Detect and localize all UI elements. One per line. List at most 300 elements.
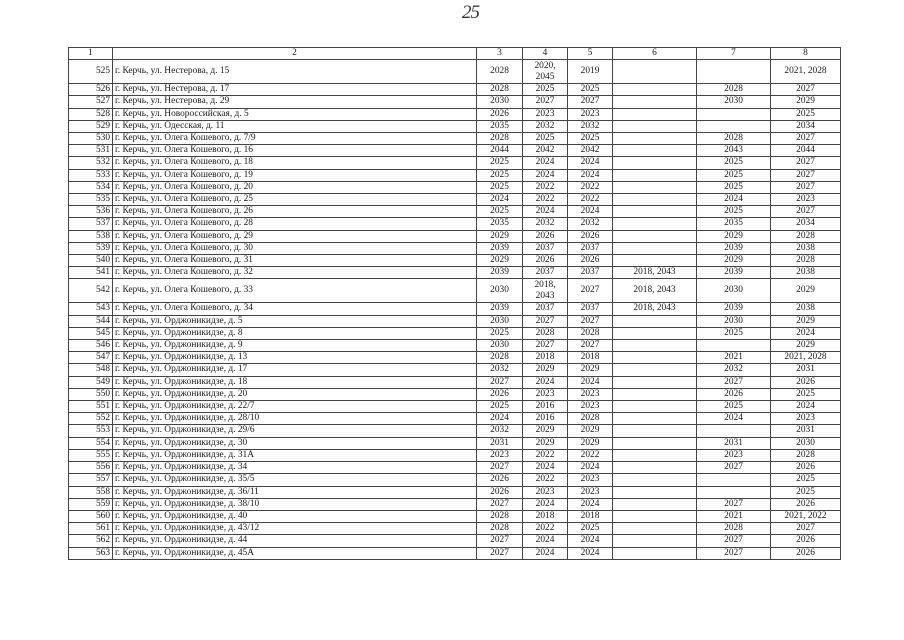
column-5-cell: 2018 [568,510,613,522]
column-8-cell: 2024 [771,327,841,339]
column-3-cell: 2032 [477,364,523,376]
column-7-cell: 2025 [697,327,771,339]
column-3-cell: 2025 [477,327,523,339]
row-number-cell: 528 [69,108,113,120]
column-5-cell: 2027 [568,340,613,352]
column-6-cell [613,340,697,352]
column-8-cell: 2021, 2028 [771,352,841,364]
table-row [69,535,841,547]
row-number-cell: 558 [69,486,113,498]
address-cell: г. Керчь, ул. Орджоникидзе, д. 29/6 [113,425,477,437]
address-cell: г. Керчь, ул. Орджоникидзе, д. 20 [113,388,477,400]
row-number-cell: 525 [69,60,113,84]
column-3-cell: 2024 [477,194,523,206]
column-5-cell: 2023 [568,108,613,120]
column-5-cell: 2025 [568,523,613,535]
column-6-cell [613,498,697,510]
address-cell: г. Керчь, ул. Орджоникидзе, д. 5 [113,315,477,327]
column-8-cell: 2023 [771,413,841,425]
column-3-cell: 2023 [477,449,523,461]
column-3-cell: 2030 [477,315,523,327]
column-3-cell: 2027 [477,547,523,559]
column-4-cell: 2025 [523,84,568,96]
row-number-cell: 548 [69,364,113,376]
column-7-cell: 2028 [697,133,771,145]
row-number-cell: 553 [69,425,113,437]
column-6-cell [613,169,697,181]
column-6-cell [613,425,697,437]
column-7-cell: 2030 [697,315,771,327]
row-number-cell: 538 [69,230,113,242]
column-8-cell: 2031 [771,425,841,437]
column-6-cell [613,510,697,522]
column-3-cell: 2028 [477,133,523,145]
address-cell: г. Керчь, ул. Орджоникидзе, д. 36/11 [113,486,477,498]
row-number-cell: 541 [69,267,113,279]
column-8-cell: 2038 [771,303,841,315]
column-7-cell: 2025 [697,401,771,413]
address-cell: г. Керчь, ул. Орджоникидзе, д. 40 [113,510,477,522]
column-7-cell: 2021 [697,510,771,522]
column-6-cell [613,255,697,267]
table-row [69,315,841,327]
column-3-cell: 2025 [477,401,523,413]
address-cell: г. Керчь, ул. Орджоникидзе, д. 34 [113,462,477,474]
table-row [69,255,841,267]
column-6-cell [613,388,697,400]
table-row [69,413,841,425]
row-number-cell: 556 [69,462,113,474]
address-cell: г. Керчь, ул. Орджоникидзе, д. 13 [113,352,477,364]
column-3-cell: 2035 [477,120,523,132]
column-4-cell: 2027 [523,340,568,352]
column-8-cell: 2034 [771,218,841,230]
row-number-cell: 559 [69,498,113,510]
column-6-cell [613,120,697,132]
table-row [69,181,841,193]
column-8-cell: 2021, 2028 [771,60,841,84]
table-row [69,96,841,108]
column-8-cell: 2025 [771,474,841,486]
column-7-cell [697,60,771,84]
column-5-cell: 2018 [568,352,613,364]
row-number-cell: 542 [69,279,113,303]
column-4-cell: 2037 [523,303,568,315]
table-body [69,60,841,560]
address-cell: г. Керчь, ул. Олега Кошевого, д. 32 [113,267,477,279]
row-number-cell: 544 [69,315,113,327]
table-row [69,267,841,279]
column-4-cell: 2022 [523,523,568,535]
column-7-cell: 2029 [697,230,771,242]
column-3-cell: 2026 [477,388,523,400]
column-8-cell: 2029 [771,96,841,108]
column-7-cell [697,340,771,352]
row-number-cell: 547 [69,352,113,364]
column-4-cell: 2037 [523,242,568,254]
row-number-cell: 540 [69,255,113,267]
column-7-cell: 2031 [697,437,771,449]
column-3-cell: 2035 [477,218,523,230]
column-6-cell [613,462,697,474]
table-row [69,510,841,522]
column-7-cell: 2032 [697,364,771,376]
row-number-cell: 546 [69,340,113,352]
column-header-8: 8 [771,48,841,60]
address-cell: г. Керчь, ул. Олега Кошевого, д. 34 [113,303,477,315]
table-row [69,425,841,437]
column-8-cell: 2031 [771,364,841,376]
column-4-cell: 2022 [523,194,568,206]
row-number-cell: 543 [69,303,113,315]
row-number-cell: 532 [69,157,113,169]
column-5-cell: 2023 [568,474,613,486]
column-6-cell [613,181,697,193]
column-7-cell: 2030 [697,96,771,108]
column-5-cell: 2037 [568,267,613,279]
column-8-cell: 2034 [771,120,841,132]
column-6-cell [613,376,697,388]
address-cell: г. Керчь, ул. Олега Кошевого, д. 33 [113,279,477,303]
table-row [69,498,841,510]
column-header-7: 7 [697,48,771,60]
address-cell: г. Керчь, ул. Нестерова, д. 17 [113,84,477,96]
table-row [69,108,841,120]
column-5-cell: 2024 [568,547,613,559]
table-row [69,169,841,181]
column-3-cell: 2028 [477,60,523,84]
column-4-cell: 2018 [523,352,568,364]
address-cell: г. Керчь, ул. Олега Кошевого, д. 29 [113,230,477,242]
address-cell: г. Керчь, ул. Орджоникидзе, д. 22/7 [113,401,477,413]
column-4-cell: 2024 [523,157,568,169]
column-4-cell: 2032 [523,218,568,230]
column-5-cell: 2028 [568,413,613,425]
address-cell: г. Керчь, ул. Олега Кошевого, д. 20 [113,181,477,193]
column-5-cell: 2024 [568,535,613,547]
column-6-cell [613,96,697,108]
table-row [69,206,841,218]
column-5-cell: 2027 [568,279,613,303]
table-row [69,303,841,315]
column-5-cell: 2023 [568,388,613,400]
column-3-cell: 2025 [477,181,523,193]
address-cell: г. Керчь, ул. Олега Кошевого, д. 18 [113,157,477,169]
header-row [69,48,841,60]
row-number-cell: 552 [69,413,113,425]
column-7-cell: 2028 [697,84,771,96]
column-4-cell: 2032 [523,120,568,132]
address-cell: г. Керчь, ул. Нестерова, д. 15 [113,60,477,84]
column-7-cell: 2029 [697,255,771,267]
column-7-cell: 2023 [697,449,771,461]
row-number-cell: 551 [69,401,113,413]
row-number-cell: 562 [69,535,113,547]
column-6-cell [613,133,697,145]
column-3-cell: 2030 [477,279,523,303]
table-row [69,230,841,242]
row-number-cell: 561 [69,523,113,535]
column-3-cell: 2027 [477,462,523,474]
column-4-cell: 2016 [523,413,568,425]
column-5-cell: 2026 [568,255,613,267]
column-6-cell [613,145,697,157]
column-8-cell: 2027 [771,133,841,145]
column-7-cell [697,425,771,437]
column-5-cell: 2023 [568,401,613,413]
table-row [69,120,841,132]
column-5-cell: 2023 [568,486,613,498]
column-7-cell: 2027 [697,535,771,547]
address-cell: г. Керчь, ул. Олега Кошевого, д. 26 [113,206,477,218]
column-7-cell: 2024 [697,194,771,206]
table-row [69,437,841,449]
column-7-cell: 2035 [697,218,771,230]
column-6-cell [613,327,697,339]
column-5-cell: 2027 [568,96,613,108]
table-row [69,327,841,339]
column-6-cell [613,315,697,327]
column-4-cell: 2024 [523,376,568,388]
row-number-cell: 537 [69,218,113,230]
column-6-cell: 2018, 2043 [613,303,697,315]
column-8-cell: 2027 [771,169,841,181]
column-7-cell: 2027 [697,376,771,388]
column-8-cell: 2027 [771,523,841,535]
row-number-cell: 560 [69,510,113,522]
column-6-cell [613,474,697,486]
column-5-cell: 2019 [568,60,613,84]
column-4-cell: 2026 [523,255,568,267]
column-8-cell: 2024 [771,401,841,413]
column-3-cell: 2027 [477,535,523,547]
row-number-cell: 527 [69,96,113,108]
address-cell: г. Керчь, ул. Нестерова, д. 29 [113,96,477,108]
column-4-cell: 2025 [523,133,568,145]
column-5-cell: 2024 [568,169,613,181]
column-4-cell: 2037 [523,267,568,279]
column-7-cell: 2024 [697,413,771,425]
column-5-cell: 2037 [568,242,613,254]
column-4-cell: 2022 [523,449,568,461]
address-cell: г. Керчь, ул. Орджоникидзе, д. 8 [113,327,477,339]
column-4-cell: 2029 [523,364,568,376]
column-6-cell [613,437,697,449]
table-row [69,523,841,535]
row-number-cell: 563 [69,547,113,559]
address-cell: г. Керчь, ул. Орджоникидзе, д. 45А [113,547,477,559]
column-4-cell: 2026 [523,230,568,242]
table-row [69,242,841,254]
column-3-cell: 2029 [477,255,523,267]
row-number-cell: 535 [69,194,113,206]
address-cell: г. Керчь, ул. Новороссийская, д. 5 [113,108,477,120]
table-row [69,352,841,364]
row-number-cell: 526 [69,84,113,96]
column-4-cell: 2027 [523,96,568,108]
column-6-cell [613,194,697,206]
column-5-cell: 2037 [568,303,613,315]
table-row [69,449,841,461]
column-6-cell [613,60,697,84]
column-6-cell [613,413,697,425]
table-row [69,486,841,498]
row-number-cell: 533 [69,169,113,181]
column-header-2: 2 [113,48,477,60]
column-5-cell: 2024 [568,462,613,474]
column-8-cell: 2027 [771,181,841,193]
column-4-cell: 2027 [523,315,568,327]
column-6-cell [613,230,697,242]
column-8-cell: 2028 [771,255,841,267]
column-3-cell: 2026 [477,108,523,120]
column-8-cell: 2026 [771,498,841,510]
column-6-cell: 2018, 2043 [613,267,697,279]
column-6-cell: 2018, 2043 [613,279,697,303]
column-3-cell: 2027 [477,376,523,388]
column-8-cell: 2029 [771,315,841,327]
column-7-cell: 2026 [697,388,771,400]
column-6-cell [613,401,697,413]
column-6-cell [613,486,697,498]
column-4-cell: 2024 [523,169,568,181]
column-4-cell: 2024 [523,206,568,218]
row-number-cell: 531 [69,145,113,157]
column-3-cell: 2039 [477,267,523,279]
column-8-cell: 2026 [771,376,841,388]
column-7-cell: 2039 [697,303,771,315]
column-6-cell [613,218,697,230]
column-7-cell: 2030 [697,279,771,303]
table-row [69,84,841,96]
column-7-cell: 2027 [697,462,771,474]
address-cell: г. Керчь, ул. Орджоникидзе, д. 44 [113,535,477,547]
column-3-cell: 2025 [477,206,523,218]
row-number-cell: 530 [69,133,113,145]
column-8-cell: 2025 [771,388,841,400]
column-4-cell: 2023 [523,388,568,400]
table-row [69,462,841,474]
table-row [69,401,841,413]
column-4-cell: 2024 [523,498,568,510]
column-4-cell: 2016 [523,401,568,413]
table-row [69,60,841,84]
column-3-cell: 2027 [477,498,523,510]
address-cell: г. Керчь, ул. Олега Кошевого, д. 28 [113,218,477,230]
address-cell: г. Керчь, ул. Орджоникидзе, д. 17 [113,364,477,376]
column-7-cell [697,120,771,132]
column-6-cell [613,547,697,559]
column-8-cell: 2021, 2022 [771,510,841,522]
column-8-cell: 2023 [771,194,841,206]
column-8-cell: 2027 [771,206,841,218]
column-8-cell: 2044 [771,145,841,157]
column-8-cell: 2026 [771,547,841,559]
column-3-cell: 2028 [477,84,523,96]
table-row [69,194,841,206]
column-8-cell: 2025 [771,108,841,120]
column-5-cell: 2022 [568,181,613,193]
column-5-cell: 2024 [568,498,613,510]
row-number-cell: 557 [69,474,113,486]
column-7-cell [697,474,771,486]
column-7-cell: 2025 [697,206,771,218]
column-5-cell: 2024 [568,206,613,218]
column-8-cell: 2029 [771,340,841,352]
column-7-cell: 2025 [697,181,771,193]
column-header-5: 5 [568,48,613,60]
column-3-cell: 2028 [477,510,523,522]
column-5-cell: 2022 [568,449,613,461]
page-number: 25 [462,2,479,23]
row-number-cell: 555 [69,449,113,461]
address-cell: г. Керчь, ул. Орджоникидзе, д. 18 [113,376,477,388]
column-4-cell: 2018 [523,510,568,522]
column-4-cell: 2042 [523,145,568,157]
address-cell: г. Керчь, ул. Орджоникидзе, д. 35/5 [113,474,477,486]
column-7-cell: 2027 [697,498,771,510]
address-cell: г. Керчь, ул. Орджоникидзе, д. 31А [113,449,477,461]
column-5-cell: 2029 [568,437,613,449]
column-4-cell: 2023 [523,108,568,120]
column-7-cell: 2028 [697,523,771,535]
column-header-4: 4 [523,48,568,60]
column-5-cell: 2024 [568,157,613,169]
column-5-cell: 2029 [568,364,613,376]
column-3-cell: 2030 [477,96,523,108]
column-6-cell [613,84,697,96]
table-row [69,340,841,352]
column-3-cell: 2039 [477,303,523,315]
column-8-cell: 2028 [771,449,841,461]
table-row [69,376,841,388]
column-7-cell: 2027 [697,547,771,559]
table-row [69,547,841,559]
table-row [69,145,841,157]
column-7-cell: 2025 [697,169,771,181]
column-3-cell: 2025 [477,169,523,181]
housing-register-table [68,47,841,560]
address-cell: г. Керчь, ул. Олега Кошевого, д. 19 [113,169,477,181]
column-4-cell: 2029 [523,437,568,449]
column-6-cell [613,449,697,461]
column-5-cell: 2022 [568,194,613,206]
column-3-cell: 2029 [477,230,523,242]
table-row [69,364,841,376]
row-number-cell: 539 [69,242,113,254]
column-8-cell: 2027 [771,157,841,169]
row-number-cell: 550 [69,388,113,400]
row-number-cell: 529 [69,120,113,132]
table-row [69,474,841,486]
column-6-cell [613,364,697,376]
column-7-cell [697,486,771,498]
column-4-cell: 2022 [523,181,568,193]
column-8-cell: 2028 [771,230,841,242]
column-6-cell [613,157,697,169]
column-7-cell: 2039 [697,242,771,254]
column-6-cell [613,242,697,254]
column-4-cell: 2024 [523,547,568,559]
address-cell: г. Керчь, ул. Олега Кошевого, д. 30 [113,242,477,254]
column-6-cell [613,206,697,218]
address-cell: г. Керчь, ул. Олега Кошевого, д. 16 [113,145,477,157]
address-cell: г. Керчь, ул. Орджоникидзе, д. 30 [113,437,477,449]
column-4-cell: 2020, 2045 [523,60,568,84]
row-number-cell: 534 [69,181,113,193]
column-8-cell: 2038 [771,267,841,279]
column-6-cell [613,535,697,547]
